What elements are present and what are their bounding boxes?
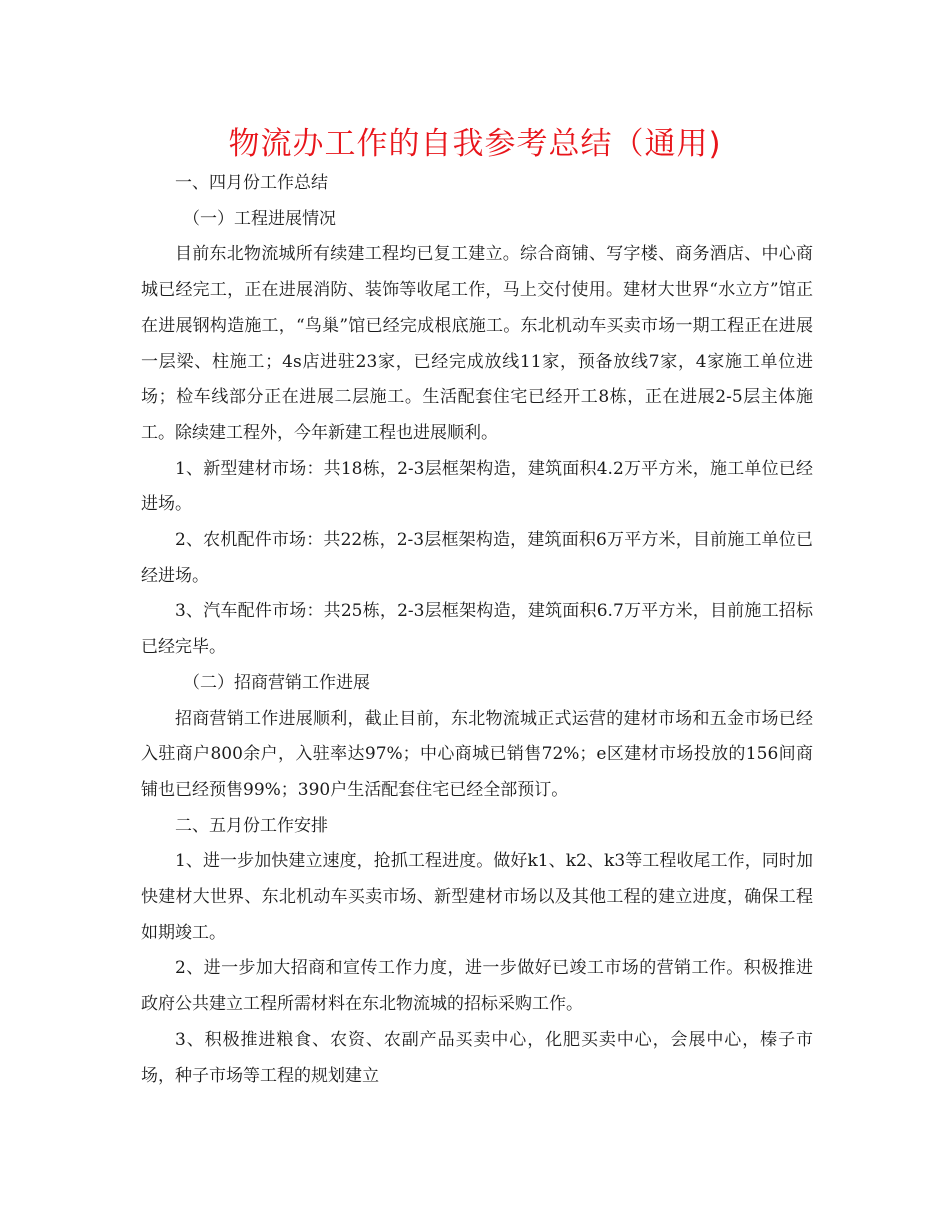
paragraph: 2、农机配件市场：共22栋，2-3层框架构造，建筑面积6万平方米，目前施工单位已经进场。: [141, 530, 813, 586]
document-title: 物流办工作的自我参考总结（通用): [228, 126, 722, 162]
section-heading: （二）招商营销工作进展: [183, 672, 370, 693]
paragraph: 1、新型建材市场：共18栋，2-3层框架构造，建筑面积4.2万平方米，施工单位已经进场。: [141, 458, 813, 515]
paragraph: 招商营销工作进展顺利，截止目前，东北物流城正式运营的建材市场和五金市场已经入驻商户800余户，入驻率达97%；中心商城已销售72%；e区建材市场投放的156间商铺也已经预售99%；390户生活配套住宅已经全部预订。: [141, 708, 813, 800]
paragraph: 3、汽车配件市场：共25栋，2-3层框架构造，建筑面积6.7万平方米，目前施工招标已经完毕。: [141, 601, 813, 658]
paragraph: 2、进一步加大招商和宣传工作力度，进一步做好已竣工市场的营销工作。积极推进政府公共建立工程所需材料在东北物流城的招标采购工作。: [141, 958, 813, 1015]
section-heading: （一）工程进展情况: [183, 208, 336, 229]
document-body: [141, 166, 813, 1094]
section-heading: 一、四月份工作总结: [175, 173, 328, 193]
section-heading: 二、五月份工作安排: [175, 815, 328, 836]
paragraph: 3、积极推进粮食、农资、农副产品买卖中心，化肥买卖中心，会展中心，榛子市场，种子市场等工程的规划建立: [141, 1029, 813, 1086]
paragraph: 目前东北物流城所有续建工程均已复工建立。综合商铺、写字楼、商务酒店、中心商城已经完工，正在进展消防、装饰等收尾工作，马上交付使用。建材大世界“水立方”馆正在进展钢构造施工，“鸟巢”馆已经完成根底施工。东北机动车买卖市场一期工程正在进展一层梁、柱施工；4s店进驻23家，已经完成放线11家，预备放线7家，4家施工单位进场；检车线部分正在进展二层施工。生活配套住宅已经开工8栋，正在进展2-5层主体施工。除续建工程外，今年新建工程也进展顺利。: [141, 244, 813, 443]
paragraph: 1、进一步加快建立速度，抢抓工程进度。做好k1、k2、k3等工程收尾工作，同时加快建材大世界、东北机动车买卖市场、新型建材市场以及其他工程的建立进度，确保工程如期竣工。: [141, 851, 813, 943]
